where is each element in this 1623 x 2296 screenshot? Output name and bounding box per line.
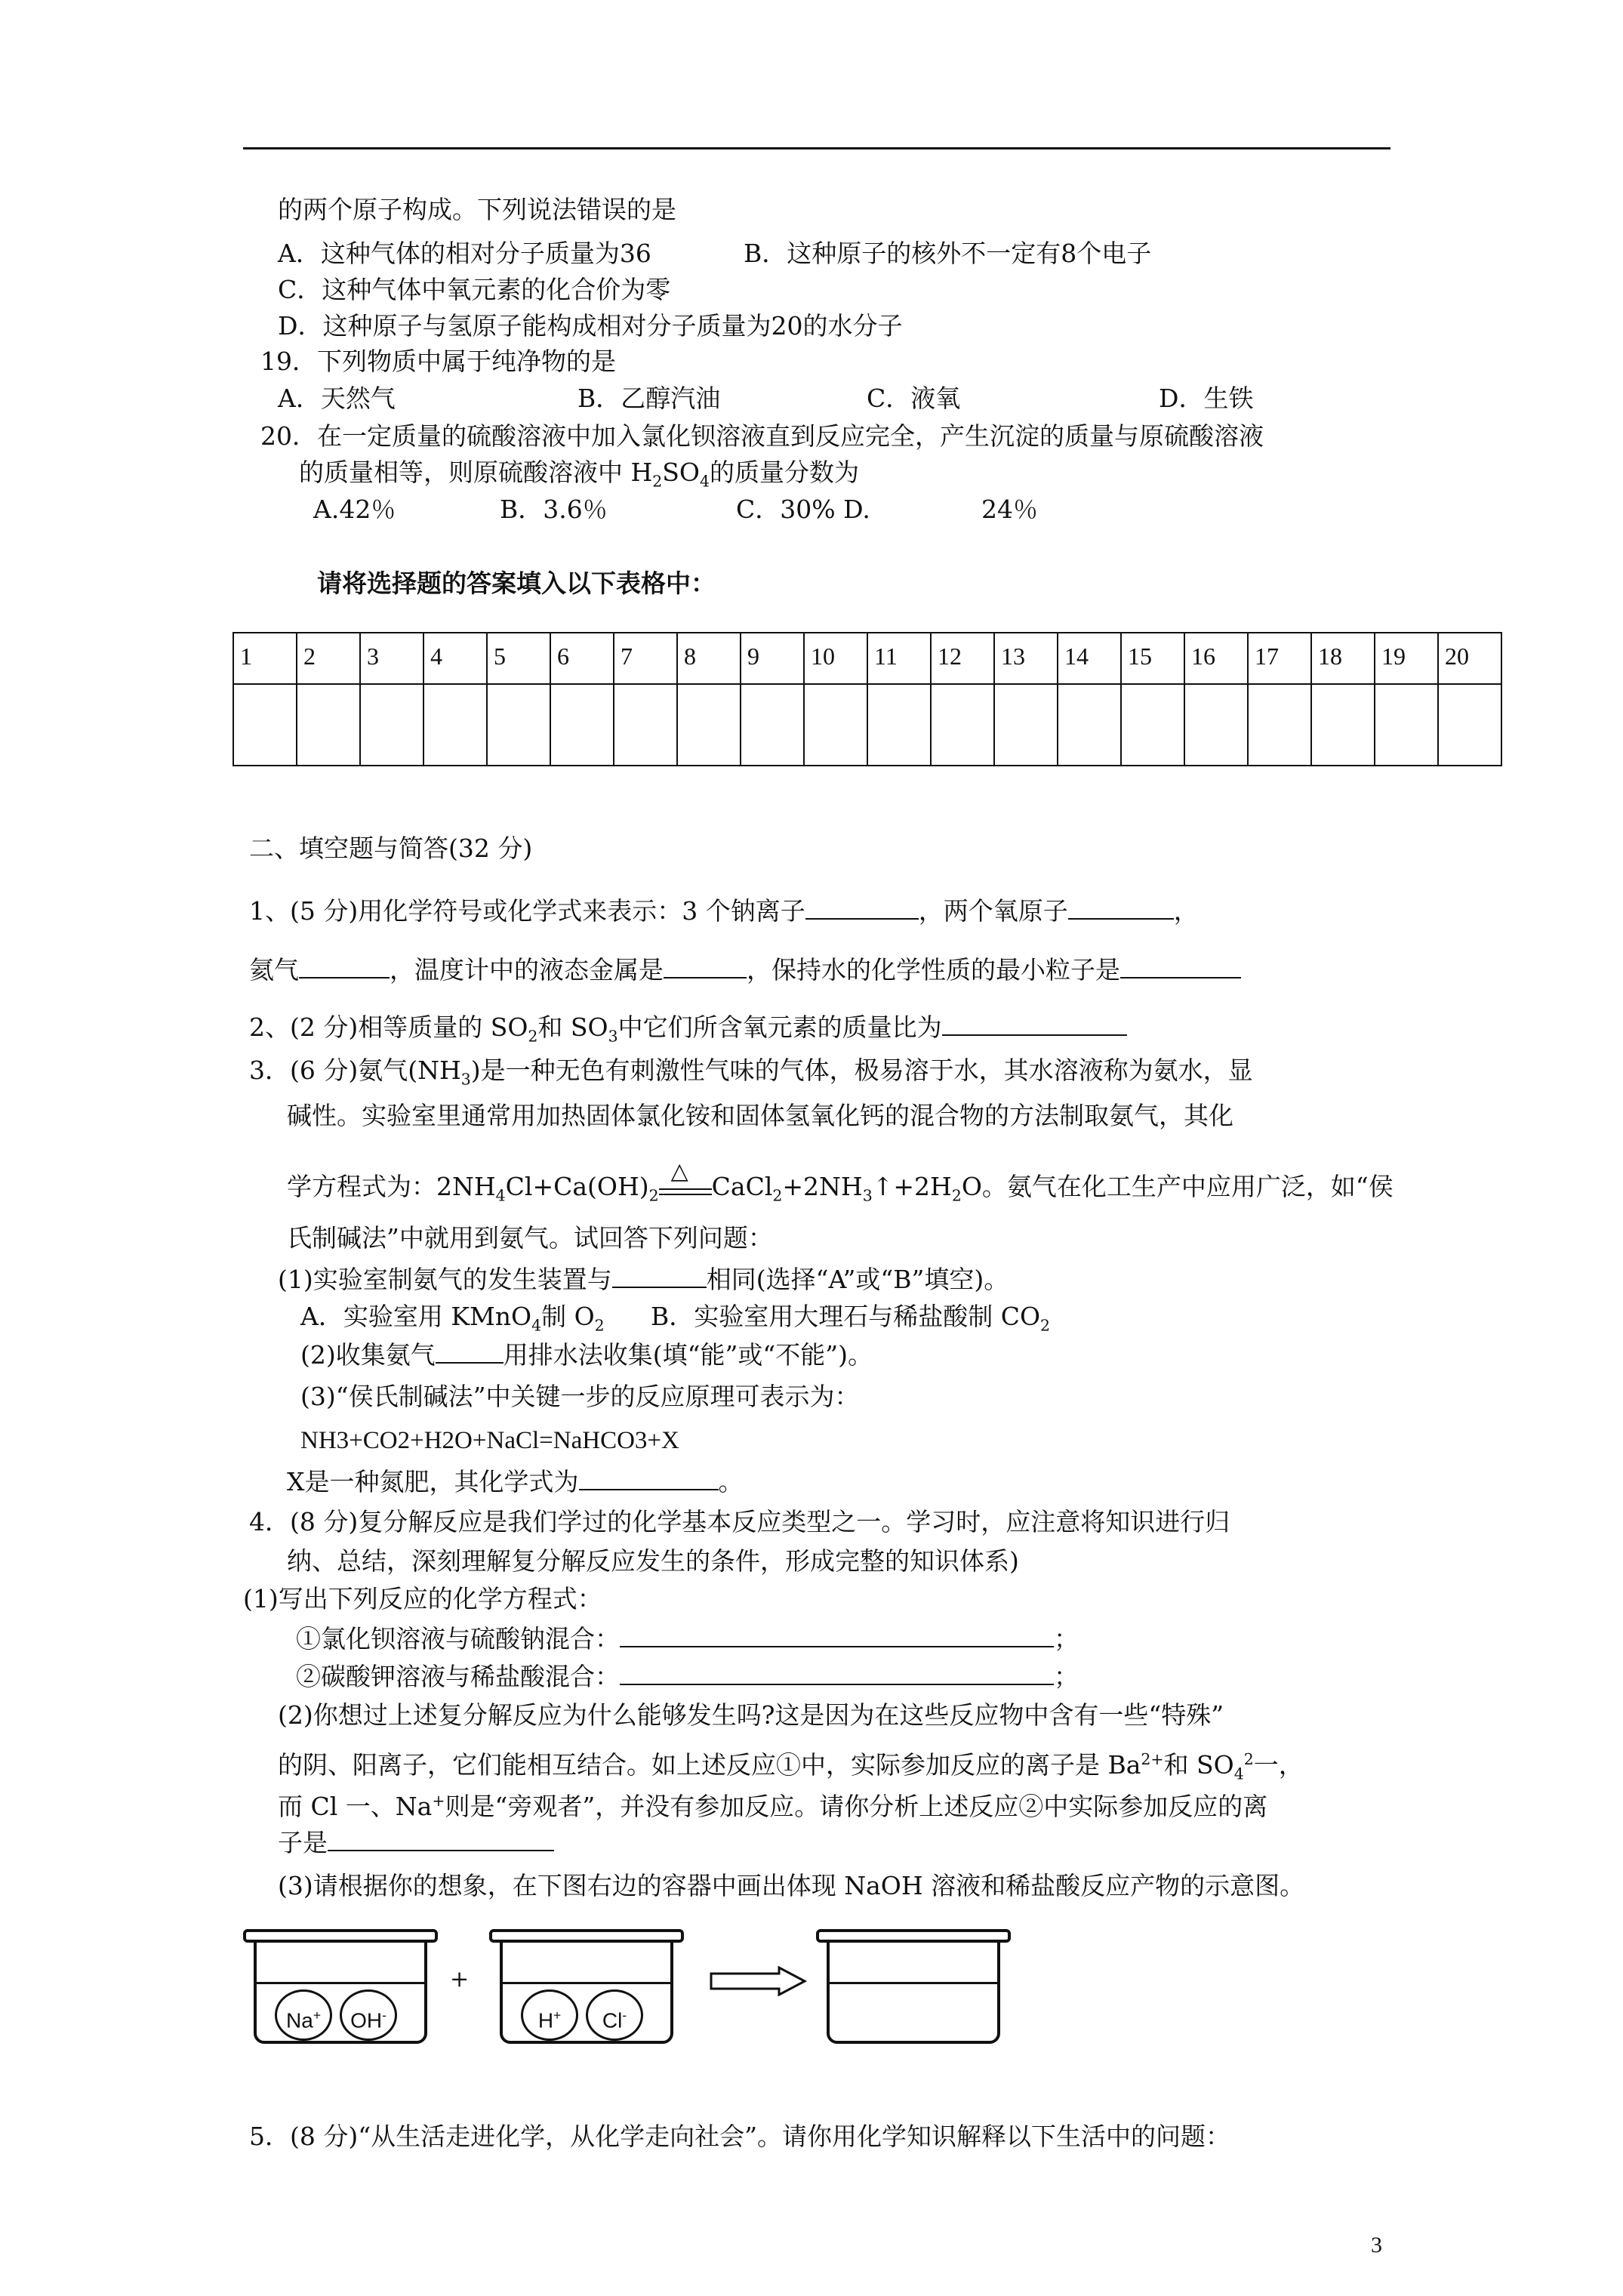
answer-cell-2[interactable] — [297, 684, 360, 766]
answer-header-1: 1 — [233, 633, 297, 684]
section2-title: 二、填空题与简答(32 分) — [249, 834, 533, 863]
q18-option-d: D．这种原子与氢原子能构成相对分子质量为20的水分子 — [278, 311, 903, 341]
answer-cell-20[interactable] — [1438, 684, 1501, 766]
s2-q3-line4: 氏制碱法”中就用到氨气。试回答下列问题： — [287, 1223, 773, 1253]
q20-stem-line1: 20．在一定质量的硫酸溶液中加入氯化钡溶液直到反应完全，产生沉淀的质量与原硫酸溶液 — [260, 421, 1264, 451]
q18-option-b: B．这种原子的核外不一定有8个电子 — [744, 239, 1152, 268]
answer-table-prompt: 请将选择题的答案填入以下表格中： — [317, 569, 716, 598]
blank-oxygen-ratio[interactable] — [942, 1012, 1127, 1036]
answer-cell-13[interactable] — [994, 684, 1058, 766]
q19-option-b: B．乙醇汽油 — [577, 384, 721, 413]
blank-collect-ammonia[interactable] — [436, 1339, 504, 1364]
q20-option-d: 24％ — [981, 495, 1038, 524]
s2-q3-reaction: NH3+CO2+H2O+NaCl=NaHCO3+X — [300, 1427, 679, 1454]
answer-header-3: 3 — [360, 633, 423, 684]
q20-option-a: A.42％ — [313, 495, 396, 524]
answer-header-6: 6 — [550, 633, 614, 684]
s2-q5-line1: 5．(8 分)“从生活走进化学，从化学走向社会”。请你用化学知识解释以下生活中的问题： — [249, 2122, 1230, 2151]
q19-option-c: C．液氧 — [867, 384, 961, 413]
answer-cell-16[interactable] — [1184, 684, 1248, 766]
page-number: 3 — [1371, 2233, 1382, 2257]
plus-sign: + — [450, 1966, 470, 1992]
s2-q4-part2-line1: (2)你想过上述复分解反应为什么能够发生吗?这是因为在这些反应物中含有一些“特殊” — [278, 1700, 1224, 1730]
answer-header-5: 5 — [487, 633, 550, 684]
answer-cell-10[interactable] — [804, 684, 867, 766]
answer-header-18: 18 — [1311, 633, 1375, 684]
answer-cell-8[interactable] — [677, 684, 741, 766]
beaker-naoh — [254, 1937, 427, 2044]
answer-header-16: 16 — [1184, 633, 1248, 684]
answer-header-19: 19 — [1375, 633, 1438, 684]
answer-cell-17[interactable] — [1248, 684, 1311, 766]
s2-q4-reaction1: ①氯化钡溶液与硫酸钠混合： ； — [296, 1624, 1079, 1653]
answer-header-10: 10 — [804, 633, 867, 684]
s2-q2: 2、(2 分)相等质量的 $SO_2$和 $SO_3$中它们所含氧元素的质量比为 — [249, 1012, 1127, 1052]
blank-reaction2[interactable] — [620, 1661, 1054, 1685]
answer-cell-1[interactable] — [233, 684, 297, 766]
blank-water-particle[interactable] — [1120, 954, 1241, 978]
s2-q4-line2: 纳、总结，深刻理解复分解反应发生的条件，形成完整的知识体系) — [287, 1546, 1019, 1576]
blank-x-formula[interactable] — [579, 1466, 719, 1490]
answer-header-13: 13 — [994, 633, 1058, 684]
s2-q3-option-a: A．实验室用 KMnO$_4$制 $O_2$ — [300, 1302, 605, 1335]
s2-q4-part3: (3)请根据你的想象，在下图右边的容器中画出体现 NaOH 溶液和稀盐酸反应产物的示意图。 — [278, 1871, 1305, 1900]
answer-cell-15[interactable] — [1121, 684, 1184, 766]
blank-oxygen-atoms[interactable] — [1068, 895, 1174, 920]
ion-h: H+ — [521, 1989, 578, 2041]
answer-header-15: 15 — [1121, 633, 1184, 684]
ion-cl: Cl- — [586, 1989, 643, 2041]
answer-header-20: 20 — [1438, 633, 1501, 684]
blank-liquid-metal[interactable] — [664, 954, 747, 978]
header-rule — [243, 147, 1390, 149]
q18-option-c: C．这种气体中氧元素的化合价为零 — [278, 275, 671, 304]
beaker-hcl — [500, 1937, 673, 2044]
answer-cell-14[interactable] — [1058, 684, 1121, 766]
s2-q3-line1: 3．(6 分)氨气$(NH_3)$是一种无色有刺激性气味的气体，极易溶于水，其水溶液称为氨水，显 — [249, 1056, 1253, 1089]
q20-option-c: C．30% D. — [736, 495, 870, 524]
answer-cell-12[interactable] — [931, 684, 994, 766]
answer-header-9: 9 — [741, 633, 804, 684]
answer-header-12: 12 — [931, 633, 994, 684]
answer-cell-19[interactable] — [1375, 684, 1438, 766]
s2-q3-option-b: B．实验室用大理石与稀盐酸制 $CO_2$ — [651, 1302, 1051, 1335]
answer-header-8: 8 — [677, 633, 741, 684]
reaction-arrow-icon — [710, 1966, 808, 1996]
ion-oh: OH- — [340, 1989, 397, 2041]
answer-cell-7[interactable] — [614, 684, 677, 766]
answer-cell-5[interactable] — [487, 684, 550, 766]
q19-stem: 19．下列物质中属于纯净物的是 — [260, 347, 616, 376]
s2-q1-line2: 氦气 ，温度计中的液态金属是 ，保持水的化学性质的最小粒子是 — [249, 954, 1241, 985]
blank-reaction1[interactable] — [620, 1623, 1054, 1647]
answer-cell-18[interactable] — [1311, 684, 1375, 766]
answer-cell-11[interactable] — [867, 684, 931, 766]
s2-q4-part2-line4: 子是 — [278, 1827, 554, 1858]
q18-option-a: A．这种气体的相对分子质量为36 — [278, 239, 651, 268]
answer-header-14: 14 — [1058, 633, 1121, 684]
s2-q3-equation: 学方程式为：$2NH_4Cl+Ca(OH)_2$ △ $CaCl_2+2NH_3↑+2H_2O$。氨气在化工生产中应用广泛，如“侯 — [287, 1158, 1394, 1205]
answer-header-2: 2 — [297, 633, 360, 684]
ion-na: Na+ — [275, 1989, 332, 2041]
heat-delta-icon: △ — [670, 1158, 688, 1185]
answer-cell-9[interactable] — [741, 684, 804, 766]
s2-q4-line1: 4．(8 分)复分解反应是我们学过的化学基本反应类型之一。学习时，应注意将知识进行归 — [249, 1507, 1230, 1536]
s2-q4-reaction2: ②碳酸钾溶液与稀盐酸混合： ； — [296, 1662, 1079, 1691]
answer-header-4: 4 — [423, 633, 487, 684]
s2-q3-line2: 碱性。实验室里通常用加热固体氯化铵和固体氢氧化钙的混合物的方法制取氨气，其化 — [287, 1101, 1233, 1130]
s2-q3-part3: (3)“侯氏制碱法”中关键一步的反应原理可表示为： — [300, 1382, 860, 1411]
answer-cell-3[interactable] — [360, 684, 423, 766]
q20-stem-line2: 的质量相等，则原硫酸溶液中 $H_2SO_4$的质量分数为 — [299, 458, 859, 491]
s2-q3-part1: (1)实验室制氨气的发生装置与 相同(选择“A”或“B”填空)。 — [278, 1265, 1009, 1294]
s2-q1-line1: 1、(5 分)用化学符号或化学式来表示：3 个钠离子 ，两个氧原子 ， — [249, 896, 1199, 926]
q19-option-a: A．天然气 — [278, 384, 396, 413]
answer-cell-4[interactable] — [423, 684, 487, 766]
answer-header-17: 17 — [1248, 633, 1311, 684]
s2-q4-part2-line2: 的阴、阳离子，它们能相互结合。如上述反应①中，实际参加反应的离子是 $Ba^{2+}$和 $SO_4^2$一， — [278, 1750, 1304, 1783]
q20-option-b: B．3.6％ — [500, 495, 608, 524]
answer-cell-6[interactable] — [550, 684, 614, 766]
beaker-product[interactable] — [827, 1937, 1000, 2044]
s2-q4-part1: (1)写出下列反应的化学方程式： — [243, 1584, 602, 1613]
blank-helium[interactable] — [299, 954, 390, 978]
q18-stem-cont: 的两个原子构成。下列说法错误的是 — [278, 195, 676, 224]
s2-q3-x: X是一种氮肥，其化学式为 。 — [287, 1467, 744, 1496]
s2-q3-part2: (2)收集氨气 用排水法收集(填“能”或“不能”)。 — [300, 1340, 873, 1370]
s2-q4-part2-line3: 而 Cl 一、Na+则是“旁观者”，并没有参加反应。请你分析上述反应②中实际参加反应的离 — [278, 1792, 1268, 1821]
answer-header-11: 11 — [867, 633, 931, 684]
blank-apparatus[interactable] — [612, 1264, 707, 1288]
answer-header-7: 7 — [614, 633, 677, 684]
blank-sodium-ions[interactable] — [805, 895, 919, 920]
blank-reacting-ions[interactable] — [328, 1827, 554, 1851]
q19-option-d: D．生铁 — [1159, 384, 1254, 413]
answer-table — [233, 632, 1502, 766]
